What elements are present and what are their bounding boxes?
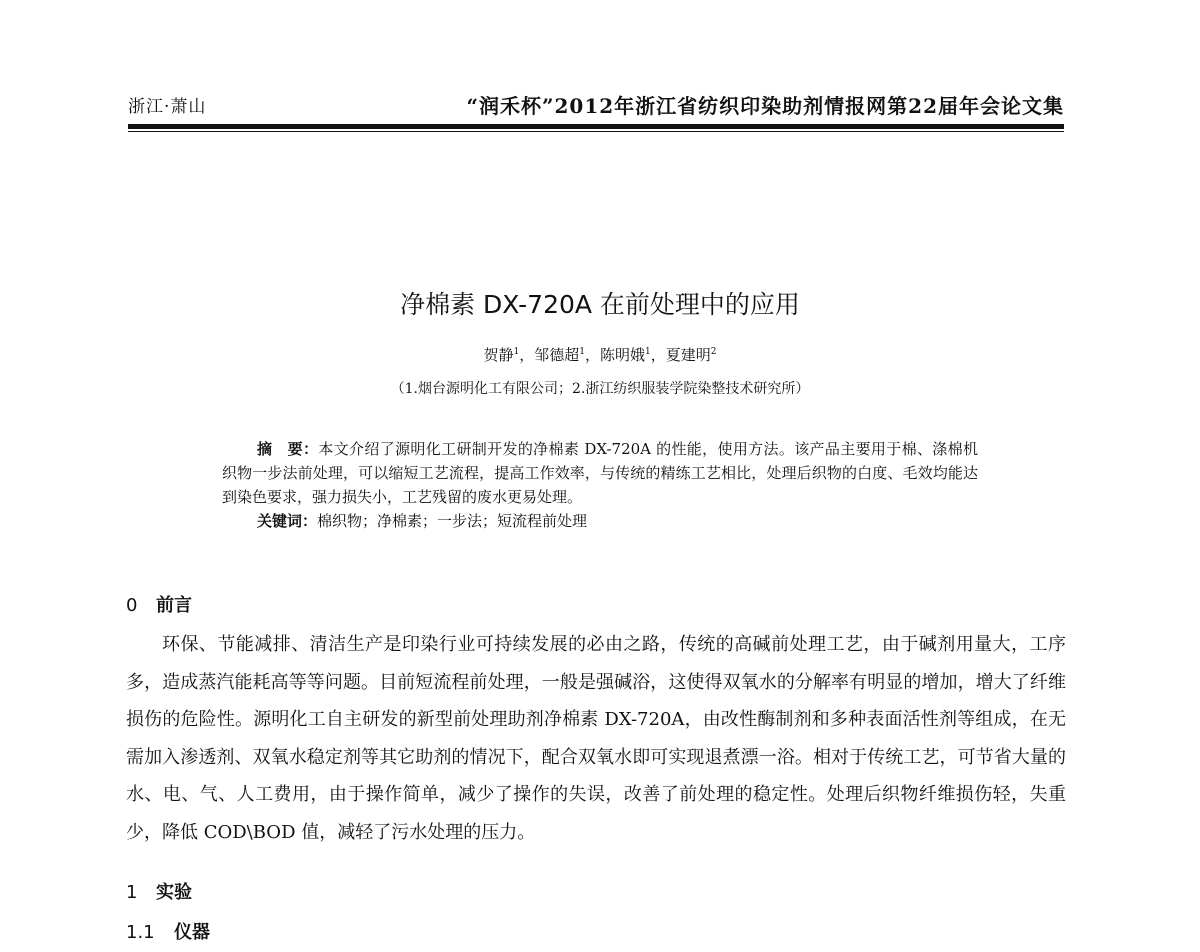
- header-rule-thick: [128, 124, 1064, 129]
- author-affiliations: （1.烟台源明化工有限公司；2.浙江纺织服装学院染整技术研究所）: [390, 381, 810, 397]
- author-affiliation-mark: 1: [579, 347, 585, 357]
- abstract-paragraph: [222, 437, 978, 509]
- section-title: 前言: [156, 595, 192, 616]
- running-header-proceedings: “润禾杯”2012年浙江省纺织印染助剂情报网第22届年会论文集: [466, 94, 1064, 118]
- author-name: 贺静: [483, 346, 514, 364]
- keywords-label: 关键词：: [257, 512, 318, 530]
- section-heading-1: [126, 878, 192, 904]
- section-title: 实验: [156, 882, 192, 903]
- author-affiliation-mark: 1: [645, 347, 651, 357]
- author-separator: ，: [584, 346, 600, 364]
- paper-title: 净棉素 DX-720A 在前处理中的应用: [400, 290, 800, 319]
- section-number: 1: [126, 882, 138, 903]
- author-separator: ，: [519, 346, 535, 364]
- running-header-location: 浙江·萧山: [128, 97, 207, 117]
- abstract-block: [222, 437, 978, 533]
- author-name: 邹德超: [534, 346, 580, 364]
- author-name: 陈明娥: [600, 346, 646, 364]
- author-name: 夏建明: [665, 346, 711, 364]
- abstract-text: 本文介绍了源明化工研制开发的净棉素 DX-720A 的性能，使用方法。该产品主要用于棉、涤棉机织物一步法前处理，可以缩短工艺流程，提高工作效率，与传统的精练工艺相比，处理后织物的白度、毛效均能达到染色要求，强力损失小，工艺残留的废水更易处理。: [222, 440, 978, 506]
- section-heading-0: [126, 591, 192, 617]
- author-affiliation-mark: 1: [513, 347, 520, 357]
- section-title: 仪器: [174, 922, 210, 943]
- keywords-line: [222, 509, 978, 533]
- header-rule-thin: [128, 131, 1064, 132]
- keywords-text: 棉织物；净棉素；一步法；短流程前处理: [317, 512, 588, 530]
- section-number: 0: [126, 595, 138, 616]
- author-affiliation-mark: 2: [710, 347, 717, 357]
- subsection-heading-1-1: [126, 918, 210, 944]
- abstract-label: 摘 要：: [257, 440, 319, 458]
- author-separator: ，: [650, 346, 666, 364]
- author-list: [0, 344, 1200, 365]
- intro-paragraph: 环保、节能减排、清洁生产是印染行业可持续发展的必由之路，传统的高碱前处理工艺，由于碱剂用量大，工序多，造成蒸汽能耗高等等问题。目前短流程前处理，一般是强碱浴，这使得双氧水的分解率有明显的增加，增大了纤维损伤的危险性。源明化工自主研发的新型前处理助剂净棉素 DX-720A，由改性酶制剂和多种表面活性剂等组成，在无需加入渗透剂、双氧水稳定剂等其它助剂的情况下，配合双氧水即可实现退煮漂一浴。相对于传统工艺，可节省大量的水、电、气、人工费用，由于操作简单，减少了操作的失误，改善了前处理的稳定性。处理后织物纤维损伤轻，失重少，降低 COD\BOD 值，减轻了污水处理的压力。: [126, 634, 1066, 843]
- section-number: 1.1: [126, 922, 155, 943]
